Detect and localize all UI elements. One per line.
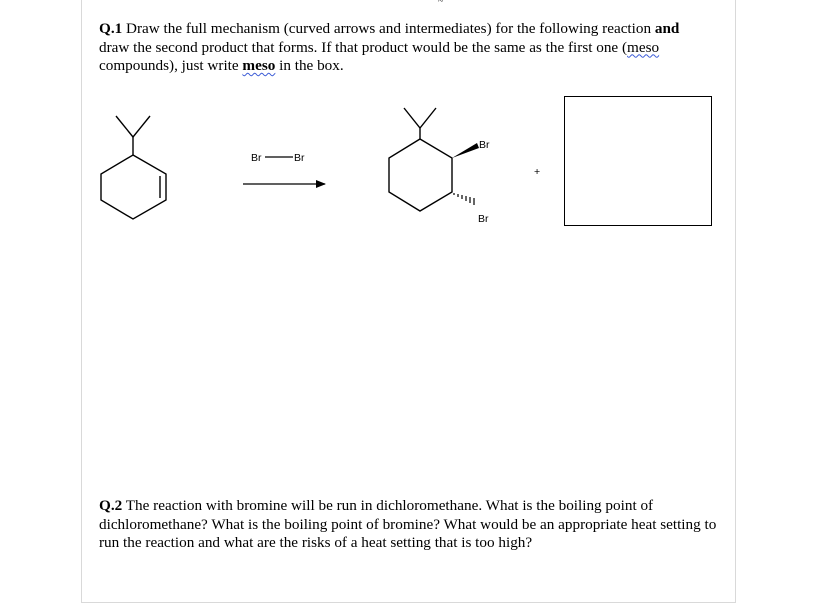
product-methyl-left (404, 108, 420, 128)
cyclohexene-ring (101, 155, 166, 219)
product-dibromide (389, 108, 490, 225)
question-1-text-d: in the box. (275, 57, 344, 74)
question-1-meso-1: meso (627, 38, 660, 56)
product-methyl-right (420, 108, 436, 128)
answer-box[interactable] (564, 96, 712, 226)
question-1-text-a: Draw the full mechanism (curved arrows and intermediates) for the following reaction (122, 20, 655, 37)
starting-material-tert-butylcyclohexene (101, 116, 166, 219)
hash-bond-br (454, 193, 474, 205)
wedge-bond-br (452, 143, 479, 158)
question-1-meso-2: meso (242, 57, 276, 74)
question-1-text-b: draw the second product that forms. If that product would be the same as the first one ( (99, 38, 628, 56)
question-1-and: and (654, 20, 680, 37)
question-2 (99, 497, 719, 553)
question-2-number: Q.2 (99, 497, 123, 514)
reagent-bromine (251, 152, 305, 164)
product-br-top: Br (479, 139, 490, 151)
reagent-br-right: Br (294, 152, 305, 164)
question-2-text: The reaction with bromine will be run in dichloromethane. What is the boiling point of dichloromethane? What is the boiling point of bromine? What would be an appropriate heat setting to run the reaction and what are the risks of a heat setting that is too high? (99, 497, 717, 551)
page-top-mark: ~ (438, 0, 444, 7)
tert-butyl-methyl-right (133, 116, 150, 137)
product-br-bottom: Br (478, 213, 489, 225)
tert-butyl-methyl-left (116, 116, 133, 137)
plus-sign: + (534, 166, 541, 178)
question-1-text-c: compounds), just write (99, 57, 243, 74)
question-1-number: Q.1 (99, 20, 123, 37)
product-ring (389, 139, 452, 211)
reagent-br-left: Br (251, 152, 262, 164)
